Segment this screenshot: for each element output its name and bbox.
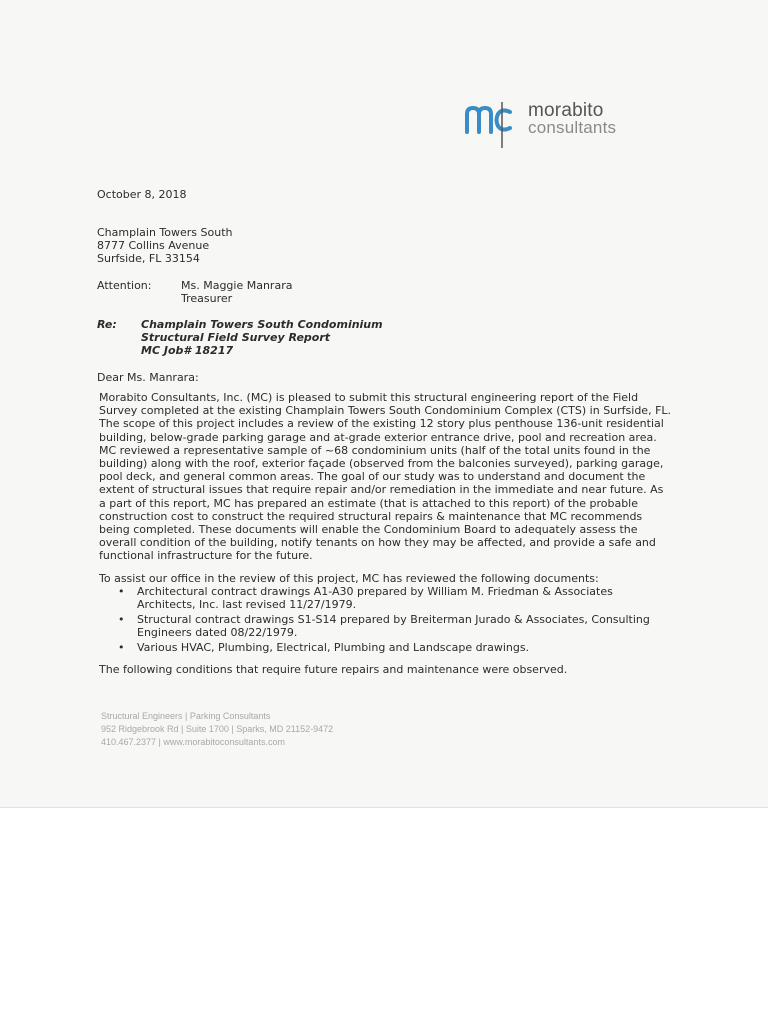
mc-logo-mark-icon — [464, 100, 524, 148]
attention-label: Attention: — [97, 279, 152, 292]
re-line-3: MC Job# 18217 — [141, 344, 234, 357]
salutation: Dear Ms. Manrara: — [97, 371, 199, 384]
paragraph-line: MC reviewed a representative sample of ~68 condominium units (half of the total units found in the — [99, 443, 651, 457]
paragraph-line: extent of structural issues that require repair and/or remediation in the immediate and near future. As — [99, 483, 664, 497]
paragraph-line: functional infrastructure for the future. — [99, 549, 313, 563]
re-line-2: Structural Field Survey Report — [141, 331, 331, 344]
recipient-line-2: 8777 Collins Avenue — [97, 239, 210, 252]
list-item-line: Various HVAC, Plumbing, Electrical, Plumbing and Landscape drawings. — [137, 641, 530, 654]
footer-services: Structural Engineers | Parking Consultants — [101, 711, 271, 721]
recipient-line-1: Champlain Towers South — [97, 226, 233, 239]
paragraph-line: Survey completed at the existing Champlain Towers South Condominium Complex (CTS) in Surfside, FL. — [99, 404, 672, 418]
paragraph-line: overall condition of the building, notify tenants on how they may be affected, and provide a safe and — [99, 536, 656, 550]
page-background-bottom — [0, 807, 768, 1025]
re-label: Re: — [97, 318, 117, 331]
paragraph-line: a part of this report, MC has prepared an estimate (that is attached to this report) of the probable — [99, 496, 638, 510]
paragraph-line: building) along with the roof, exterior façade (observed from the balconies surveyed), parking garage, — [99, 457, 664, 471]
logo-subtitle: consultants — [528, 118, 617, 137]
documents-list — [118, 585, 650, 656]
paragraph-line: being completed. These documents will enable the Condominium Board to adequately assess the — [99, 523, 638, 537]
paragraph-line: Morabito Consultants, Inc. (MC) is pleased to submit this structural engineering report of the Field — [99, 391, 639, 404]
bullet-icon: • — [118, 641, 125, 654]
list-item — [118, 641, 650, 654]
list-item-line: Architectural contract drawings A1-A30 prepared by William M. Friedman & Associates — [137, 585, 613, 598]
footer-address: 952 Ridgebrook Rd | Suite 1700 | Sparks, MD 21152-9472 — [101, 724, 334, 734]
closing-line: The following conditions that require future repairs and maintenance were observed. — [99, 663, 568, 676]
bullet-icon: • — [118, 613, 125, 626]
list-item — [118, 613, 650, 639]
company-logo — [464, 96, 664, 152]
bullet-icon: • — [118, 585, 125, 598]
attention-title: Treasurer — [181, 292, 233, 305]
paragraph-line: construction cost to construct the required structural repairs & maintenance that MC recommends — [99, 509, 643, 523]
letterhead-footer — [101, 710, 333, 749]
list-item-line: Architects, Inc. last revised 11/27/1979. — [137, 598, 357, 611]
body-paragraph — [99, 391, 672, 563]
paragraph-line: pool deck, and general common areas. The goal of our study was to understand and document the — [99, 470, 646, 484]
paragraph-line: The scope of this project includes a review of the existing 12 story plus penthouse 136-unit residential — [99, 417, 664, 431]
list-item-line: Engineers dated 08/22/1979. — [137, 626, 298, 639]
list-item-line: Structural contract drawings S1-S14 prepared by Breiterman Jurado & Associates, Consulting — [137, 613, 650, 626]
recipient-line-3: Surfside, FL 33154 — [97, 252, 200, 265]
logo-name: morabito — [528, 100, 604, 121]
documents-intro: To assist our office in the review of this project, MC has reviewed the following documents: — [99, 572, 599, 585]
re-line-1: Champlain Towers South Condominium — [141, 318, 383, 331]
footer-contact: 410.467.2377 | www.morabitoconsultants.com — [101, 737, 285, 747]
letter-date: October 8, 2018 — [97, 188, 187, 201]
attention-name: Ms. Maggie Manrara — [181, 279, 293, 292]
paragraph-line: building, below-grade parking garage and at-grade exterior entrance drive, pool and recreation area. — [99, 430, 657, 444]
list-item — [118, 585, 650, 611]
